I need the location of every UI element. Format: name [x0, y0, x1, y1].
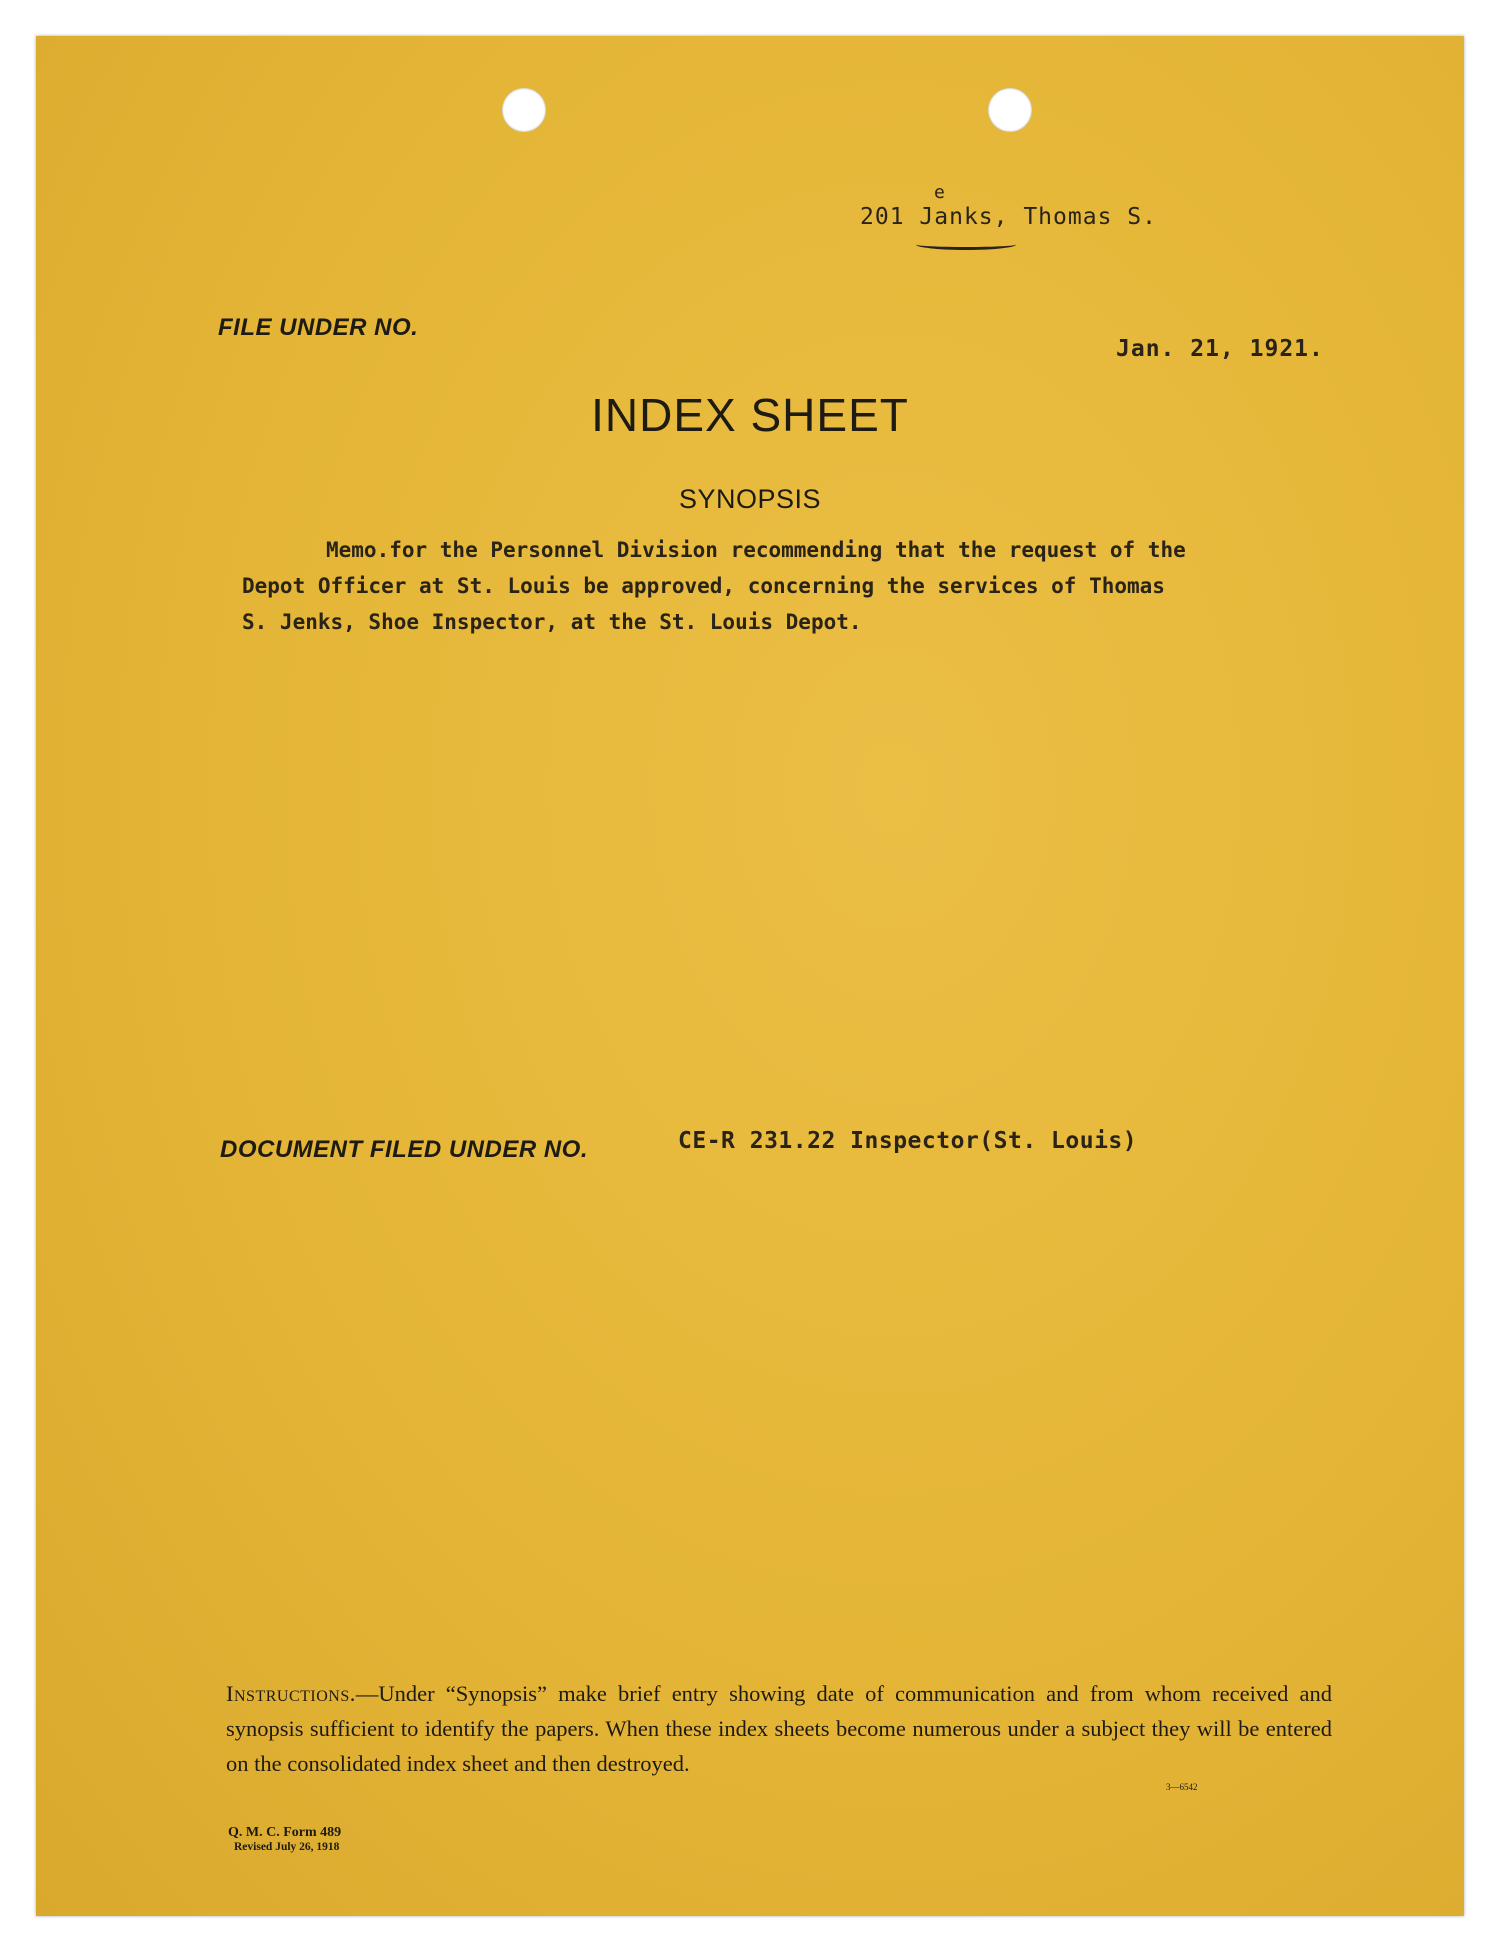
synopsis-text	[242, 532, 1402, 640]
form-revision: Revised July 26, 1918	[234, 1841, 340, 1853]
document-filed-number: CE-R 231.22 Inspector(St. Louis)	[678, 1128, 1138, 1154]
synopsis-line: S. Jenks, Shoe Inspector, at the St. Louis Depot.	[242, 610, 862, 634]
instructions-lead: Instructions.	[226, 1681, 356, 1706]
handwritten-underline	[916, 239, 1016, 250]
person-name: Janks, Thomas S.	[919, 204, 1157, 230]
instructions-body: —Under “Synopsis” make brief entry showing date of communication and from whom received and synopsis sufficient to identify the papers. When these index sheets become numerous under a subject they will be entered on the consolidated index sheet and then destroyed.	[226, 1681, 1332, 1776]
file-reference	[860, 204, 1157, 230]
page-title: INDEX SHEET	[591, 389, 909, 441]
punch-hole-right	[988, 88, 1032, 132]
synopsis-line: Memo.for the Personnel Division recommending that the request of the	[326, 538, 1186, 562]
file-number: 201	[860, 204, 905, 230]
file-under-label: FILE UNDER NO.	[218, 314, 419, 341]
print-code: 3—6542	[1166, 1782, 1198, 1792]
form-number: Q. M. C. Form 489	[228, 1825, 342, 1840]
instructions-text	[226, 1676, 1332, 1781]
document-date: Jan. 21, 1921.	[1116, 336, 1324, 362]
document-filed-label: DOCUMENT FILED UNDER NO.	[220, 1136, 588, 1163]
punch-hole-left	[502, 88, 546, 132]
form-number-block	[228, 1826, 341, 1854]
index-sheet	[36, 36, 1464, 1916]
handwritten-correction-mark: e	[934, 182, 945, 203]
synopsis-heading: SYNOPSIS	[678, 484, 822, 514]
synopsis-line: Depot Officer at St. Louis be approved, concerning the services of Thomas	[242, 574, 1165, 598]
